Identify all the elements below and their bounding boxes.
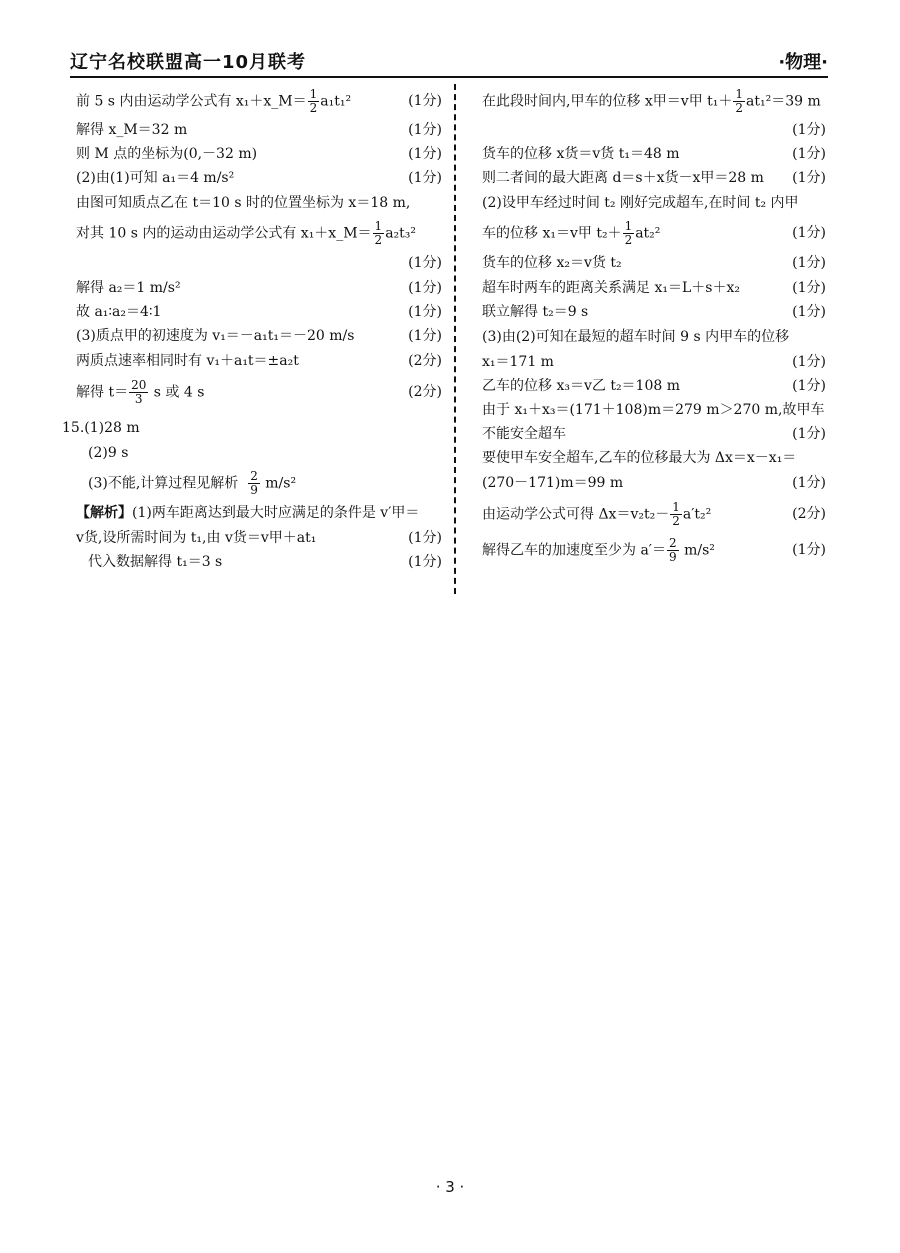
score: (1分) [792, 146, 826, 162]
solution-line [76, 216, 442, 250]
frac-den: 2 [374, 232, 383, 247]
fraction [248, 470, 260, 497]
score: (1分) [408, 122, 442, 138]
left-column [62, 84, 442, 574]
score: (1分) [408, 93, 442, 109]
score: (1分) [792, 280, 826, 296]
line-text: m/s² [679, 542, 715, 558]
line-text: 乙车的位移 x₃＝v乙 t₂＝108 m [482, 378, 681, 394]
solution-line [482, 422, 826, 446]
solution-line [76, 276, 442, 300]
question-number: 15. [62, 420, 85, 436]
fraction [373, 220, 385, 247]
score: (1分) [408, 530, 442, 546]
solution-line [76, 84, 442, 118]
frac-num: 1 [624, 219, 633, 233]
fraction [667, 537, 679, 564]
line-text: (3)由(2)可知在最短的超车时间 9 s 内甲车的位移 [482, 329, 790, 345]
line-text: 解得 x_M＝32 m [76, 122, 188, 138]
line-text: 联立解得 t₂＝9 s [482, 304, 589, 320]
line-text: 解得 t＝ [76, 384, 129, 400]
analysis-text: 代入数据解得 t₁＝3 s [88, 554, 223, 570]
line-text: x₁＝171 m [482, 354, 554, 370]
score: (1分) [408, 280, 442, 296]
line-text: 前 5 s 内由运动学公式有 x₁＋x_M＝ [76, 93, 307, 109]
line-text: 解得 a₂＝1 m/s² [76, 280, 181, 296]
score: (1分) [408, 146, 442, 162]
score: (1分) [408, 328, 442, 344]
frac-den: 9 [250, 482, 258, 497]
frac-den: 2 [309, 100, 318, 115]
solution-line [482, 470, 826, 496]
solution-line [482, 250, 826, 276]
right-column [482, 84, 826, 568]
score: (1分) [792, 542, 826, 558]
solution-line [76, 374, 442, 410]
solution-line [482, 190, 826, 216]
solution-line [482, 374, 826, 398]
score: (1分) [408, 304, 442, 320]
line-text: s 或 4 s [149, 384, 205, 400]
frac-num: 1 [309, 87, 318, 101]
frac-den: 2 [624, 232, 633, 247]
analysis-line [62, 526, 442, 550]
line-text: 由图可知质点乙在 t＝10 s 时的位置坐标为 x＝18 m, [76, 195, 411, 211]
solution-line [482, 350, 826, 374]
line-text: 超车时两车的距离关系满足 x₁＝L＋s＋x₂ [482, 280, 740, 296]
page-header [70, 48, 828, 78]
line-text: a′t₂² [682, 506, 712, 522]
frac-den: 9 [668, 549, 677, 564]
frac-den: 2 [735, 100, 744, 115]
line-text: 由于 x₁＋x₃＝(171＋108)m＝279 m＞270 m,故甲车 [482, 402, 825, 418]
frac-num: 1 [735, 87, 744, 101]
fraction [623, 220, 635, 247]
score: (1分) [792, 122, 826, 138]
solution-line [482, 398, 826, 422]
solution-line [482, 496, 826, 532]
answer-text: m/s² [265, 475, 297, 491]
score: (1分) [792, 378, 826, 394]
line-text: 货车的位移 x货＝v货 t₁＝48 m [482, 146, 680, 162]
question-15 [62, 416, 442, 574]
answer-text: (3)不能,计算过程见解析 [88, 475, 239, 491]
frac-num: 1 [672, 500, 680, 514]
frac-num: 1 [374, 219, 383, 233]
exam-title: 辽宁名校联盟高一10月联考 [70, 52, 307, 73]
fraction [308, 88, 320, 115]
fraction [670, 501, 682, 528]
line-text: (2)设甲车经过时间 t₂ 刚好完成超车,在时间 t₂ 内甲 [482, 195, 799, 211]
answer-line [62, 416, 442, 440]
line-text: at₁²＝39 m [746, 93, 821, 109]
frac-den: 2 [672, 513, 680, 528]
solution-line [76, 348, 442, 374]
frac-den: 3 [134, 391, 143, 406]
score: (1分) [792, 426, 826, 442]
line-text: 不能安全超车 [482, 426, 566, 442]
score: (1分) [408, 170, 442, 186]
fraction [129, 379, 148, 406]
line-text: 两质点速率相同时有 v₁＋a₁t＝±a₂t [76, 353, 299, 369]
solution-line [76, 166, 442, 190]
score: (2分) [408, 384, 442, 400]
score: (1分) [792, 225, 826, 241]
solution-line [482, 166, 826, 190]
line-text: at₂² [635, 225, 661, 241]
line-text: a₁t₁² [320, 93, 352, 109]
solution-line [76, 250, 442, 276]
solution-line [482, 118, 826, 142]
frac-num: 20 [131, 378, 147, 392]
line-text: 解得乙车的加速度至少为 a′＝ [482, 542, 666, 558]
score: (1分) [792, 170, 826, 186]
page-number: · 3 · [435, 1178, 465, 1196]
solution-line [482, 532, 826, 568]
line-text: 车的位移 x₁＝v甲 t₂＋ [482, 225, 622, 241]
line-text: (2)由(1)可知 a₁＝4 m/s² [76, 170, 235, 186]
analysis-line [62, 550, 442, 574]
line-text: 对其 10 s 内的运动由运动学公式有 x₁＋x_M＝ [76, 225, 372, 241]
analysis-line [62, 500, 442, 526]
line-text: (270－171)m＝99 m [482, 475, 624, 491]
solution-line [76, 118, 442, 142]
answer-text: (1)28 m [84, 420, 140, 436]
solution-line [482, 84, 826, 118]
line-text: (3)质点甲的初速度为 v₁＝－a₁t₁＝－20 m/s [76, 328, 355, 344]
line-text: 在此段时间内,甲车的位移 x甲＝v甲 t₁＋ [482, 93, 733, 109]
score: (1分) [792, 475, 826, 491]
frac-num: 2 [668, 536, 677, 550]
score: (1分) [792, 354, 826, 370]
solution-line [482, 300, 826, 324]
solution-line [482, 446, 826, 470]
solution-line [482, 142, 826, 166]
solution-line [482, 276, 826, 300]
answer-line [62, 466, 442, 500]
answer-text: (2)9 s [88, 445, 129, 461]
line-text: a₂t₃² [385, 225, 416, 241]
score: (1分) [408, 554, 442, 570]
frac-num: 2 [250, 469, 258, 483]
fraction [733, 88, 745, 115]
score: (1分) [408, 255, 442, 271]
solution-line [482, 324, 826, 350]
solution-line [76, 324, 442, 348]
line-text: 则二者间的最大距离 d＝s＋x货－x甲＝28 m [482, 170, 764, 186]
score: (1分) [792, 304, 826, 320]
answer-line [62, 440, 442, 466]
line-text: 故 a₁∶a₂＝4∶1 [76, 304, 162, 320]
solution-line [482, 216, 826, 250]
analysis-label: 【解析】 [76, 505, 132, 521]
analysis-text: (1)两车距离达到最大时应满足的条件是 v′甲＝ [132, 505, 420, 521]
solution-line [76, 142, 442, 166]
line-text: 由运动学公式可得 Δx＝v₂t₂－ [482, 506, 670, 522]
solution-line [76, 300, 442, 324]
line-text: 则 M 点的坐标为(0,－32 m) [76, 146, 258, 162]
subject-label: ·物理· [778, 52, 828, 73]
line-text: 货车的位移 x₂＝v货 t₂ [482, 255, 622, 271]
score: (1分) [792, 255, 826, 271]
solution-line [76, 190, 442, 216]
analysis-text: v货,设所需时间为 t₁,由 v货＝v甲＋at₁ [76, 530, 317, 546]
column-divider [454, 84, 456, 594]
score: (2分) [792, 506, 826, 522]
score: (2分) [408, 353, 442, 369]
line-text: 要使甲车安全超车,乙车的位移最大为 Δx＝x－x₁＝ [482, 450, 797, 466]
